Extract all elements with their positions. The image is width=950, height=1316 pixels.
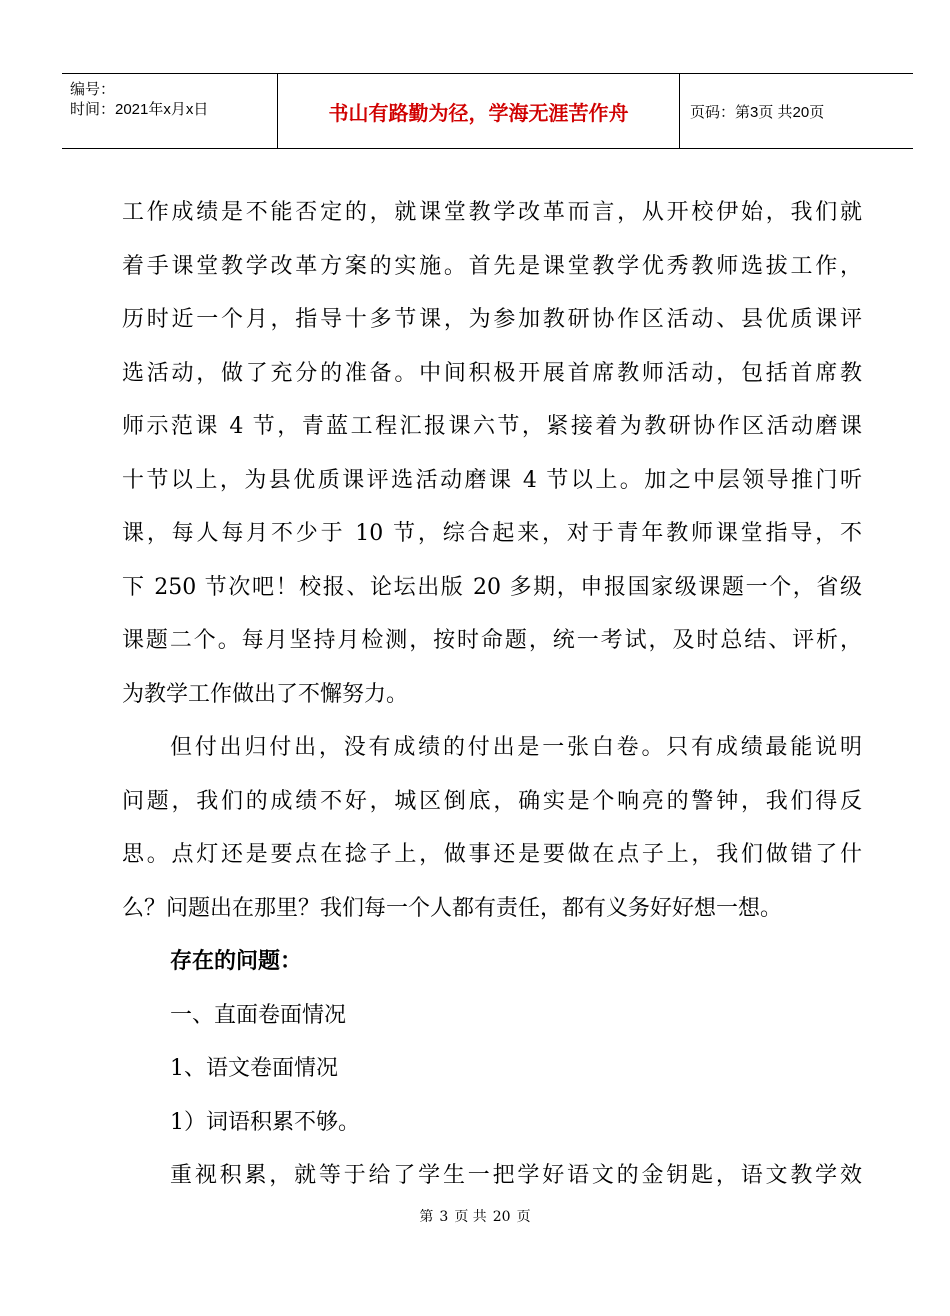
list-item-level1: 一、直面卷面情况 — [170, 1002, 347, 1028]
footer-mid: 页 共 — [454, 1209, 487, 1225]
paragraph-line: 十节以上，为县优质课评选活动磨课 4 节以上。加之中层领导推门听 — [122, 467, 862, 493]
page-footer — [0, 1206, 950, 1226]
paragraph-line: 师示范课 4 节，青蓝工程汇报课六节，紧接着为教研协作区活动磨课 — [122, 414, 862, 439]
header-motto: 书山有路勤为径，学海无涯苦作舟 — [278, 74, 680, 148]
paragraph-line: 问题，我们的成绩不好，城区倒底，确实是个响亮的警钟，我们得反 — [122, 788, 862, 814]
paragraph-line: 历时近一个月，指导十多节课，为参加教研协作区活动、县优质课评 — [122, 307, 862, 332]
header-page-info: 页码：第3页 共20页 — [690, 103, 825, 121]
header-time-label: 时间：2021年x月x日 — [70, 101, 209, 118]
header-meta-cell — [62, 74, 278, 148]
paragraph-line: 着手课堂教学改革方案的实施。首先是课堂教学优秀教师选拔工作， — [122, 253, 862, 279]
footer-page-number: 3 — [439, 1209, 449, 1225]
paragraph-line: 么？问题出在那里？我们每一个人都有责任，都有义务好好想一想。 — [122, 895, 783, 921]
section-heading-problems: 存在的问题： — [170, 948, 303, 974]
paragraph-line: 课题二个。每月坚持月检测，按时命题，统一考试，及时总结、评析， — [122, 628, 862, 653]
document-body — [122, 186, 862, 1203]
paragraph-line: 但付出归付出，没有成绩的付出是一张白卷。只有成绩最能说明 — [170, 735, 862, 760]
footer-suffix: 页 — [516, 1209, 531, 1225]
paragraph-line: 课，每人每月不少于 10 节，综合起来，对于青年教师课堂指导，不 — [122, 521, 862, 546]
paragraph-line: 思。点灯还是要点在捻子上，做事还是要做在点子上，我们做错了什 — [122, 842, 862, 867]
paragraph-line: 工作成绩是不能否定的，就课堂教学改革而言，从开校伊始，我们就 — [122, 200, 862, 225]
footer-prefix: 第 — [419, 1209, 434, 1225]
footer-total-pages: 20 — [492, 1209, 511, 1225]
paragraph-line: 下 250 节次吧！校报、论坛出版 20 多期，申报国家级课题一个，省级 — [122, 574, 862, 600]
list-item-level3: 1）词语积累不够。 — [170, 1109, 360, 1135]
paragraph-line: 选活动，做了充分的准备。中间积极开展首席教师活动，包括首席教 — [122, 360, 862, 386]
paragraph-line: 为教学工作做出了不懈努力。 — [122, 681, 409, 707]
header-number-label: 编号： — [70, 81, 116, 98]
paragraph-line: 重视积累，就等于给了学生一把学好语文的金钥匙，语文教学效 — [170, 1163, 862, 1188]
list-item-level2: 1、语文卷面情况 — [170, 1056, 338, 1081]
page-header — [62, 73, 913, 149]
